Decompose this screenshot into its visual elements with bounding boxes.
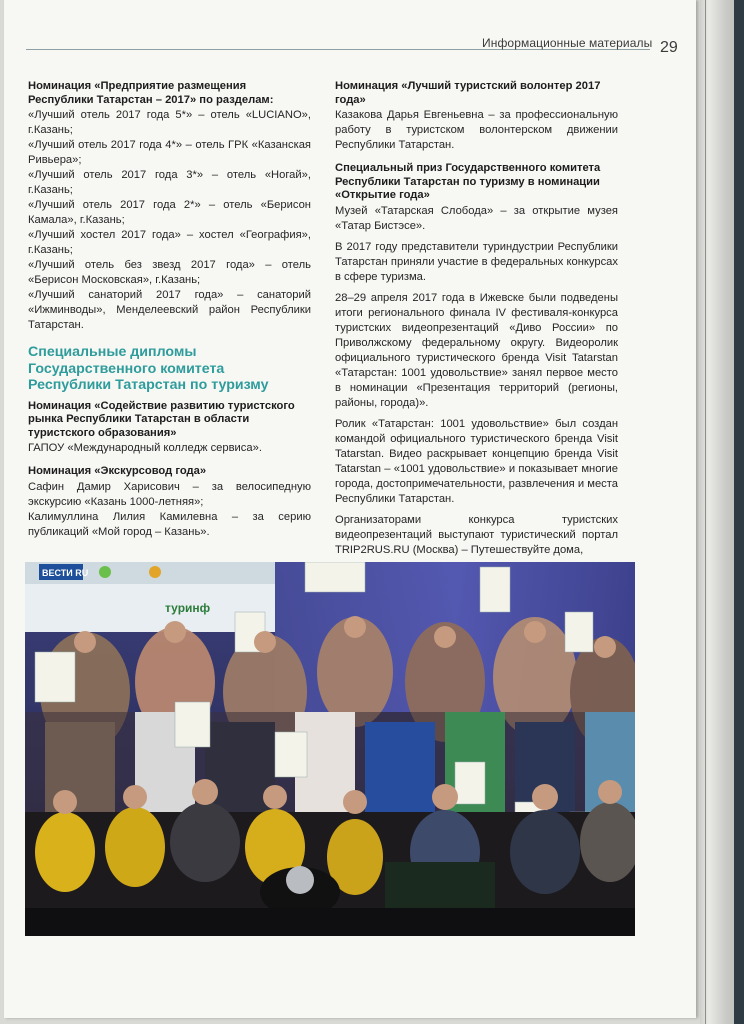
page-number: 29: [660, 39, 678, 56]
hotel-award-1: «Лучший отель 2017 года 5*» – отель «LUCIANO», г.Казань;: [28, 109, 311, 136]
paragraph-organizers: Организаторами конкурса туристских видеопрезентаций выступают туристический портал TRIP2RUS.RU (Москва) – Путешествуйте дома,: [335, 513, 618, 556]
special-prize-heading: Специальный приз Государственного комитета Республики Татарстан по туризму в номинации «Открытие года»: [335, 162, 601, 201]
binding-shadow: [734, 0, 744, 1024]
right-column: [335, 80, 618, 564]
guide-award-1: Сафин Дамир Харисович – за велосипедную экскурсию «Казань 1000-летняя»;: [28, 480, 311, 508]
banner-tourinfo-text: туринф: [165, 601, 211, 615]
banner-logo-text: ВЕСТИ RU: [42, 568, 89, 578]
hotel-award-3: «Лучший отель 2017 года 3*» – отель «Ногай», г.Казань;: [28, 169, 311, 196]
nomination-volunteer-heading: Номинация «Лучший туристский волонтер 2017 года»: [335, 80, 601, 106]
special-diplomas-heading: Специальные дипломы Государственного комитета Республики Татарстан по туризму: [28, 344, 269, 393]
education-award-text: ГАПОУ «Международный колледж сервиса».: [28, 442, 262, 454]
volunteer-award-text: Казакова Дарья Евгеньевна – за профессиональную работу в туристском волонтерском движении Республики Татарстан.: [335, 109, 618, 151]
hotel-award-6: «Лучший отель без звезд 2017 года» – отель «Берисон Московская», г.Казань;: [28, 259, 311, 286]
paragraph-divo-rossii: 28–29 апреля 2017 года в Ижевске были подведены итоги регионального финала IV фестиваля-конкурса туристских видеопрезентаций «Диво России» по Приволжскому федеральному округу. Видеоролик официального туристического бренда Visit Tatarstan «Татарстан: 1001 удовольствие» занял первое место в номинации «Презентация территорий (регионы, районы, города)».: [335, 291, 618, 409]
running-header: Информационные материалы: [482, 36, 653, 50]
hotel-award-5: «Лучший хостел 2017 года» – хостел «География», г.Казань;: [28, 229, 311, 256]
paragraph-federal-contests: В 2017 году представители туриндустрии Республики Татарстан приняли участие в федеральных конкурсах в сфере туризма.: [335, 240, 618, 283]
nomination-guide-heading: Номинация «Экскурсовод года»: [28, 465, 207, 477]
guide-award-2: Калимуллина Лилия Камилевна – за серию публикаций «Мой город – Казань».: [28, 510, 311, 538]
special-prize-text: Музей «Татарская Слобода» – за открытие музея «Татар Бистэсе».: [335, 204, 618, 232]
left-column: [28, 80, 311, 540]
nomination-education-heading: Номинация «Содействие развитию туристского рынка Республики Татарстан в области туристского образования»: [28, 399, 295, 439]
page-edge-line: [705, 0, 706, 1024]
hotel-award-4: «Лучший отель 2017 года 2*» – отель «Берисон Камала», г.Казань;: [28, 199, 311, 226]
nomination-accommodation-heading: Номинация «Предприятие размещения Республики Татарстан – 2017» по разделам:: [28, 80, 274, 106]
award-ceremony-photo: [25, 562, 635, 936]
hotel-award-2: «Лучший отель 2017 года 4*» – отель ГРК «Казанская Ривьера»;: [28, 139, 311, 166]
paragraph-video-description: Ролик «Татарстан: 1001 удовольствие» был создан командой официального туристического бренда Visit Tatarstan. Видео раскрывает концепцию бренда Visit Tatarstan – «1001 удовольствие» и показывает многие города, достопримечательности, развлечения и места Республики Татарстан.: [335, 417, 618, 505]
hotel-award-7: «Лучший санаторий 2017 года» – санаторий «Ижминводы», Менделеевский район Республики Татарстан.: [28, 289, 311, 331]
